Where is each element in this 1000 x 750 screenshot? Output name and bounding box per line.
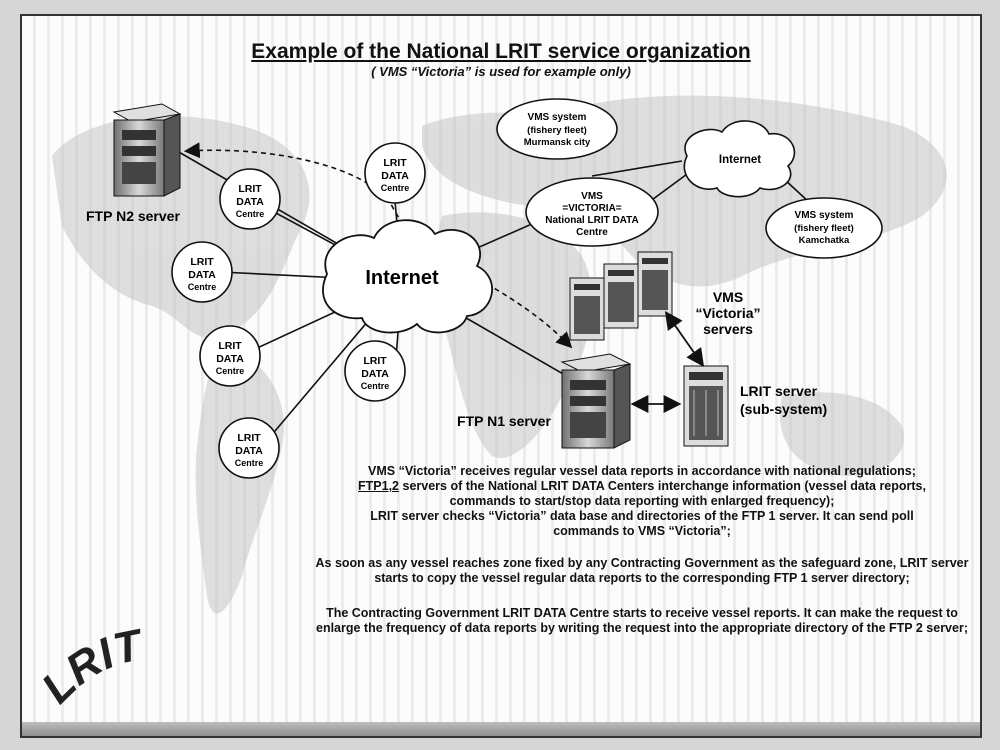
slide-frame xyxy=(20,14,982,738)
svg-text:DATA: DATA xyxy=(188,269,216,281)
lrit-data-centre xyxy=(219,418,279,478)
description-line: VMS “Victoria” receives regular vessel data reports in accordance with national regulations; xyxy=(368,464,916,478)
svg-text:DATA: DATA xyxy=(236,196,264,208)
page-subtitle: ( VMS “Victoria” is used for example only) xyxy=(371,64,631,79)
svg-text:Centre: Centre xyxy=(234,458,264,468)
svg-text:Murmansk city: Murmansk city xyxy=(523,137,591,148)
description-line xyxy=(312,479,972,494)
description-line: commands to VMS “Victoria”; xyxy=(553,524,731,538)
lrit-data-centre xyxy=(172,242,232,302)
vms-murmansk-node xyxy=(497,99,617,159)
ftp-n2-server-icon xyxy=(114,104,180,196)
svg-text:(fishery fleet): (fishery fleet) xyxy=(794,223,854,234)
internet-label-small: Internet xyxy=(718,154,762,166)
svg-text:(fishery fleet): (fishery fleet) xyxy=(527,125,587,136)
svg-text:DATA: DATA xyxy=(216,353,244,365)
vms-kamchatka-node xyxy=(766,198,882,258)
svg-text:Centre: Centre xyxy=(215,366,245,376)
svg-text:Centre: Centre xyxy=(360,381,390,391)
internet-label-main: Internet xyxy=(365,267,439,289)
description-paragraph-3: The Contracting Government LRIT DATA Centre starts to receive vessel reports. It can make the request to enlarge the frequency of data reports by writing the request into the appropriate directory of the FTP 2 server; xyxy=(316,606,968,635)
description-line: LRIT server checks “Victoria” data base and directories of the FTP 1 server. It can send poll xyxy=(370,509,914,523)
lrit-data-centre xyxy=(200,326,260,386)
lrit-data-centre xyxy=(345,341,405,401)
ftp-n2-label: FTP N2 server xyxy=(86,208,180,224)
lrit-server-label: LRIT server xyxy=(740,383,818,399)
vms-victoria-node xyxy=(526,178,658,246)
description-text: servers of the National LRIT DATA Centers interchange information (vessel data reports, xyxy=(399,479,926,493)
svg-text:LRIT: LRIT xyxy=(218,340,242,352)
lrit-data-centre xyxy=(220,169,280,229)
ftp-n1-label: FTP N1 server xyxy=(457,413,551,429)
svg-text:Centre: Centre xyxy=(235,209,265,219)
description-paragraph-1 xyxy=(312,464,972,539)
svg-text:LRIT: LRIT xyxy=(363,355,387,367)
lrit-data-centre xyxy=(365,143,425,203)
svg-text:VMS: VMS xyxy=(581,191,603,202)
svg-text:National LRIT DATA: National LRIT DATA xyxy=(545,215,639,226)
svg-text:Centre: Centre xyxy=(187,282,217,292)
svg-text:VMS system: VMS system xyxy=(527,112,587,123)
page-title: Example of the National LRIT service organization xyxy=(251,40,751,63)
svg-text:LRIT: LRIT xyxy=(32,620,146,713)
svg-text:LRIT: LRIT xyxy=(190,256,214,268)
lrit-logo xyxy=(32,620,222,713)
svg-text:=VICTORIA=: =VICTORIA= xyxy=(562,203,622,214)
svg-text:LRIT: LRIT xyxy=(238,183,262,195)
svg-text:DATA: DATA xyxy=(381,170,409,182)
svg-text:Centre: Centre xyxy=(576,227,608,238)
svg-text:LRIT: LRIT xyxy=(237,432,261,444)
ftp12-link: FTP1,2 xyxy=(358,479,400,493)
internet-cloud-main xyxy=(323,220,492,332)
svg-text:Centre: Centre xyxy=(380,183,410,193)
svg-text:LRIT: LRIT xyxy=(383,157,407,169)
description-line: commands to start/stop data reporting with enlarged frequency); xyxy=(449,494,835,508)
svg-text:Kamchatka: Kamchatka xyxy=(798,235,850,246)
vms-servers-label: servers xyxy=(703,321,753,337)
svg-text:DATA: DATA xyxy=(361,368,389,380)
svg-text:DATA: DATA xyxy=(235,445,263,457)
bottom-bar xyxy=(22,722,980,736)
vms-servers-label: VMS xyxy=(712,289,744,305)
lrit-server-label: (sub-system) xyxy=(740,401,828,417)
description-paragraph-2: As soon as any vessel reaches zone fixed by any Contracting Government as the safeguard zone, LRIT server starts to copy the vessel regular data reports to the corresponding FTP 1 server directory; xyxy=(315,556,969,585)
lrit-server-icon xyxy=(684,366,728,446)
svg-text:VMS system: VMS system xyxy=(794,210,854,221)
vms-servers-label: “Victoria” xyxy=(695,305,761,321)
